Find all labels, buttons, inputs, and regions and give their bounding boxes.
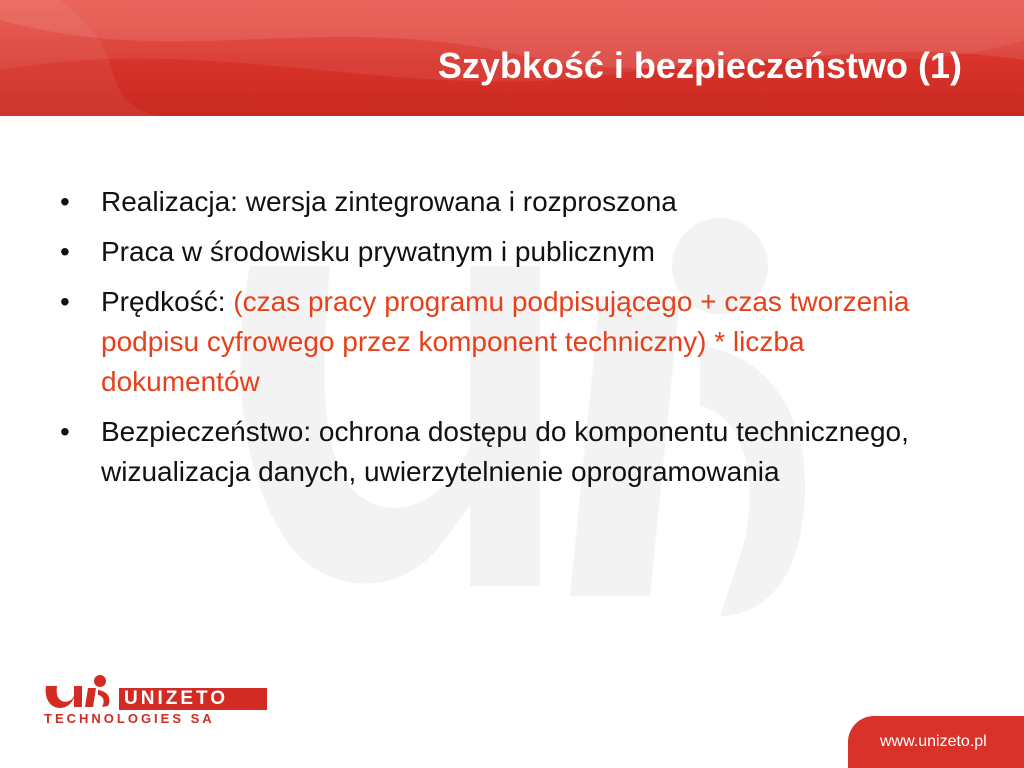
bullet-highlight-text: (czas pracy programu podpisującego + czas tworzenia podpisu cyfrowego przez komponent techniczny) * liczba dokumentów	[101, 286, 910, 397]
bullet-text: Realizacja: wersja zintegrowana i rozproszona	[101, 186, 677, 217]
bullet-icon: •	[60, 416, 70, 447]
bullet-list	[60, 182, 960, 492]
header-band	[0, 0, 1024, 116]
bullet-item-predkosc	[60, 282, 960, 402]
content-area	[60, 182, 960, 502]
bullet-item-realizacja	[60, 182, 960, 222]
logo-subtitle: TECHNOLOGIES SA	[44, 711, 215, 726]
bullet-icon: •	[60, 186, 70, 217]
footer-url[interactable]: www.unizeto.pl	[880, 733, 987, 750]
bullet-item-bezpieczenstwo	[60, 412, 960, 492]
bullet-item-praca	[60, 232, 960, 272]
unizeto-ui-logo-icon	[44, 672, 120, 712]
bullet-icon: •	[60, 236, 70, 267]
bullet-text: Bezpieczeństwo: ochrona dostępu do komponentu technicznego, wizualizacja danych, uwierzytelnienie oprogramowania	[101, 416, 909, 487]
footer-url-tab	[848, 716, 1024, 768]
bullet-icon: •	[60, 286, 70, 317]
bullet-lead-text: Prędkość:	[101, 286, 234, 317]
slide-title: Szybkość i bezpieczeństwo (1)	[437, 45, 962, 86]
logo-wordmark: UNIZETO	[119, 688, 267, 710]
company-logo	[44, 672, 274, 728]
bullet-text: Praca w środowisku prywatnym i publicznym	[101, 236, 655, 267]
